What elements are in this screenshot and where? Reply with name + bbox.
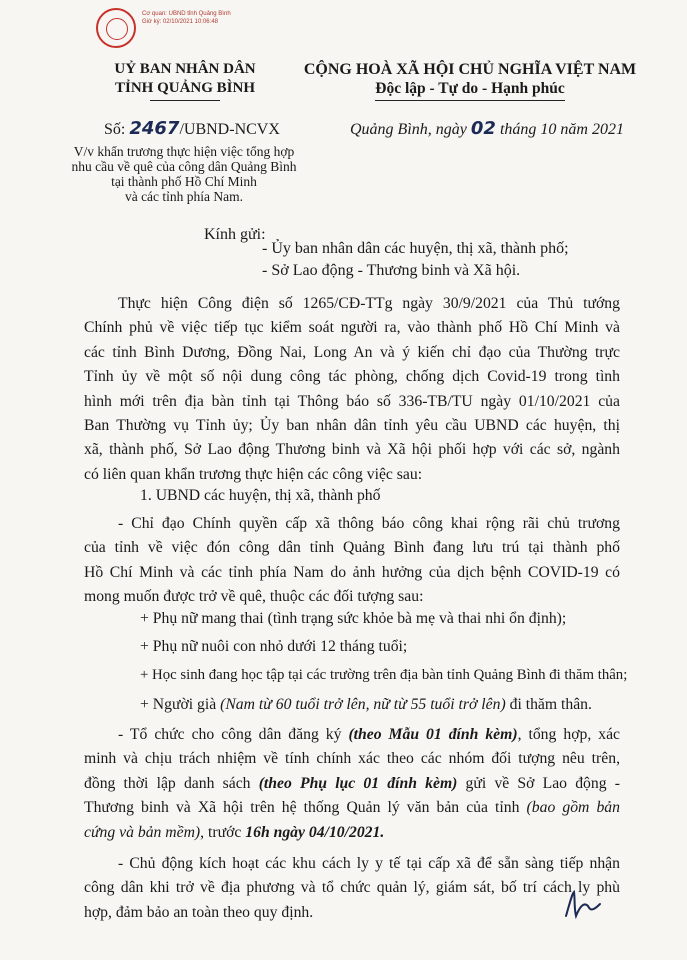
subject-summary: V/v khẩn trương thực hiện việc tổng hợp nhu cầu về quê của công dân Quảng Bình tại thành phố Hồ Chí Minh và các tỉnh phía Nam. bbox=[71, 144, 297, 204]
issue-date: Quảng Bình, ngày 02 tháng 10 năm 2021 bbox=[350, 118, 624, 139]
handwritten-initial-icon bbox=[562, 888, 606, 922]
bullet-elderly: + Người già (Nam từ 60 tuổi trở lên, nữ từ 55 tuổi trở lên) đi thăm thân. bbox=[140, 696, 592, 713]
signing-time: Giờ ký: 02/10/2021 10:06:48 bbox=[142, 19, 218, 25]
country-name: CỘNG HOÀ XÃ HỘI CHỦ NGHĨA VIỆT NAM bbox=[303, 61, 637, 78]
signer-agency: Cơ quan: UBND tỉnh Quảng Bình bbox=[142, 11, 231, 17]
document-number: Số: 2467/UBND-NCVX bbox=[104, 118, 280, 139]
handwritten-number: 2467 bbox=[129, 118, 180, 139]
recipient-2: - Sở Lao động - Thương binh và Xã hội. bbox=[262, 262, 521, 279]
agency-underline bbox=[150, 100, 220, 101]
issuing-agency bbox=[80, 60, 290, 101]
salutation: Kính gửi: bbox=[204, 226, 266, 243]
quarantine-paragraph: - Chủ động kích hoạt các khu cách ly y tế tại cấp xã để sẵn sàng tiếp nhận công dân khi trở về địa phương và tổ chức quản lý, giám sát, bố trí cách ly phù hợp, đảm bảo an toàn theo quy định. bbox=[84, 855, 620, 921]
agency-line1: UỶ BAN NHÂN DÂN bbox=[114, 61, 256, 77]
registration-paragraph: - Tổ chức cho công dân đăng ký (theo Mẫu 01 đính kèm), tổng hợp, xác minh và chịu trách nhiệm về tính chính xác theo các nhóm đối tượng nêu trên, đồng thời lập danh sách (theo Phụ lục 01 đính kèm) gửi về Sở Lao động - Thương binh và Xã hội trên hệ thống Quản lý văn bản của tỉnh (bao gồm bản cứng và bản mềm), trước 16h ngày 04/10/2021. bbox=[84, 726, 620, 841]
bullet-students: + Học sinh đang học tập tại các trường trên địa bàn tỉnh Quảng Bình đi thăm thân; bbox=[140, 667, 628, 683]
section-heading-1: 1. UBND các huyện, thị xã, thành phố bbox=[140, 487, 381, 504]
directive-paragraph: - Chỉ đạo Chính quyền cấp xã thông báo công khai rộng rãi chủ trương của tỉnh về việc đón công dân tỉnh Quảng Bình đang lưu trú tại thành phố Hồ Chí Minh và các tỉnh phía Nam do ảnh hưởng của dịch bệnh COVID-19 có mong muốn được trở về quê, thuộc các đối tượng sau: bbox=[84, 515, 620, 606]
national-motto bbox=[290, 60, 650, 101]
bullet-pregnant: + Phụ nữ mang thai (tình trạng sức khỏe bà mẹ và thai nhi ổn định); bbox=[140, 610, 567, 627]
agency-line2: TỈNH QUẢNG BÌNH bbox=[114, 80, 256, 96]
handwritten-day: 02 bbox=[470, 118, 496, 139]
motto-underline bbox=[375, 100, 565, 101]
bullet-nursing: + Phụ nữ nuôi con nhỏ dưới 12 tháng tuổi; bbox=[140, 638, 408, 655]
motto: Độc lập - Tự do - Hạnh phúc bbox=[375, 80, 565, 97]
intro-paragraph: Thực hiện Công điện số 1265/CĐ-TTg ngày 30/9/2021 của Thủ tướng Chính phủ về việc tiếp tục kiểm soát người ra, vào thành phố Hồ Chí Minh và các tỉnh Bình Dương, Đồng Nai, Long An và ý kiến chỉ đạo của Thường trực Tỉnh ủy về một số nội dung công tác phòng, chống dịch Covid-19 trong tình hình mới trên địa bàn tỉnh tại Thông báo số 336-TB/TU ngày 01/10/2021 của Ban Thường vụ Tỉnh ủy; Ủy ban nhân dân tỉnh yêu cầu UBND các huyện, thị xã, thành phố, Sở Lao động Thương binh và Xã hội phối hợp với các sở, ngành có liên quan khẩn trương thực hiện các công việc sau: bbox=[84, 295, 620, 483]
digital-seal-icon bbox=[96, 8, 136, 48]
signature-metadata bbox=[142, 10, 231, 26]
recipient-1: - Ủy ban nhân dân các huyện, thị xã, thành phố; bbox=[262, 240, 569, 257]
